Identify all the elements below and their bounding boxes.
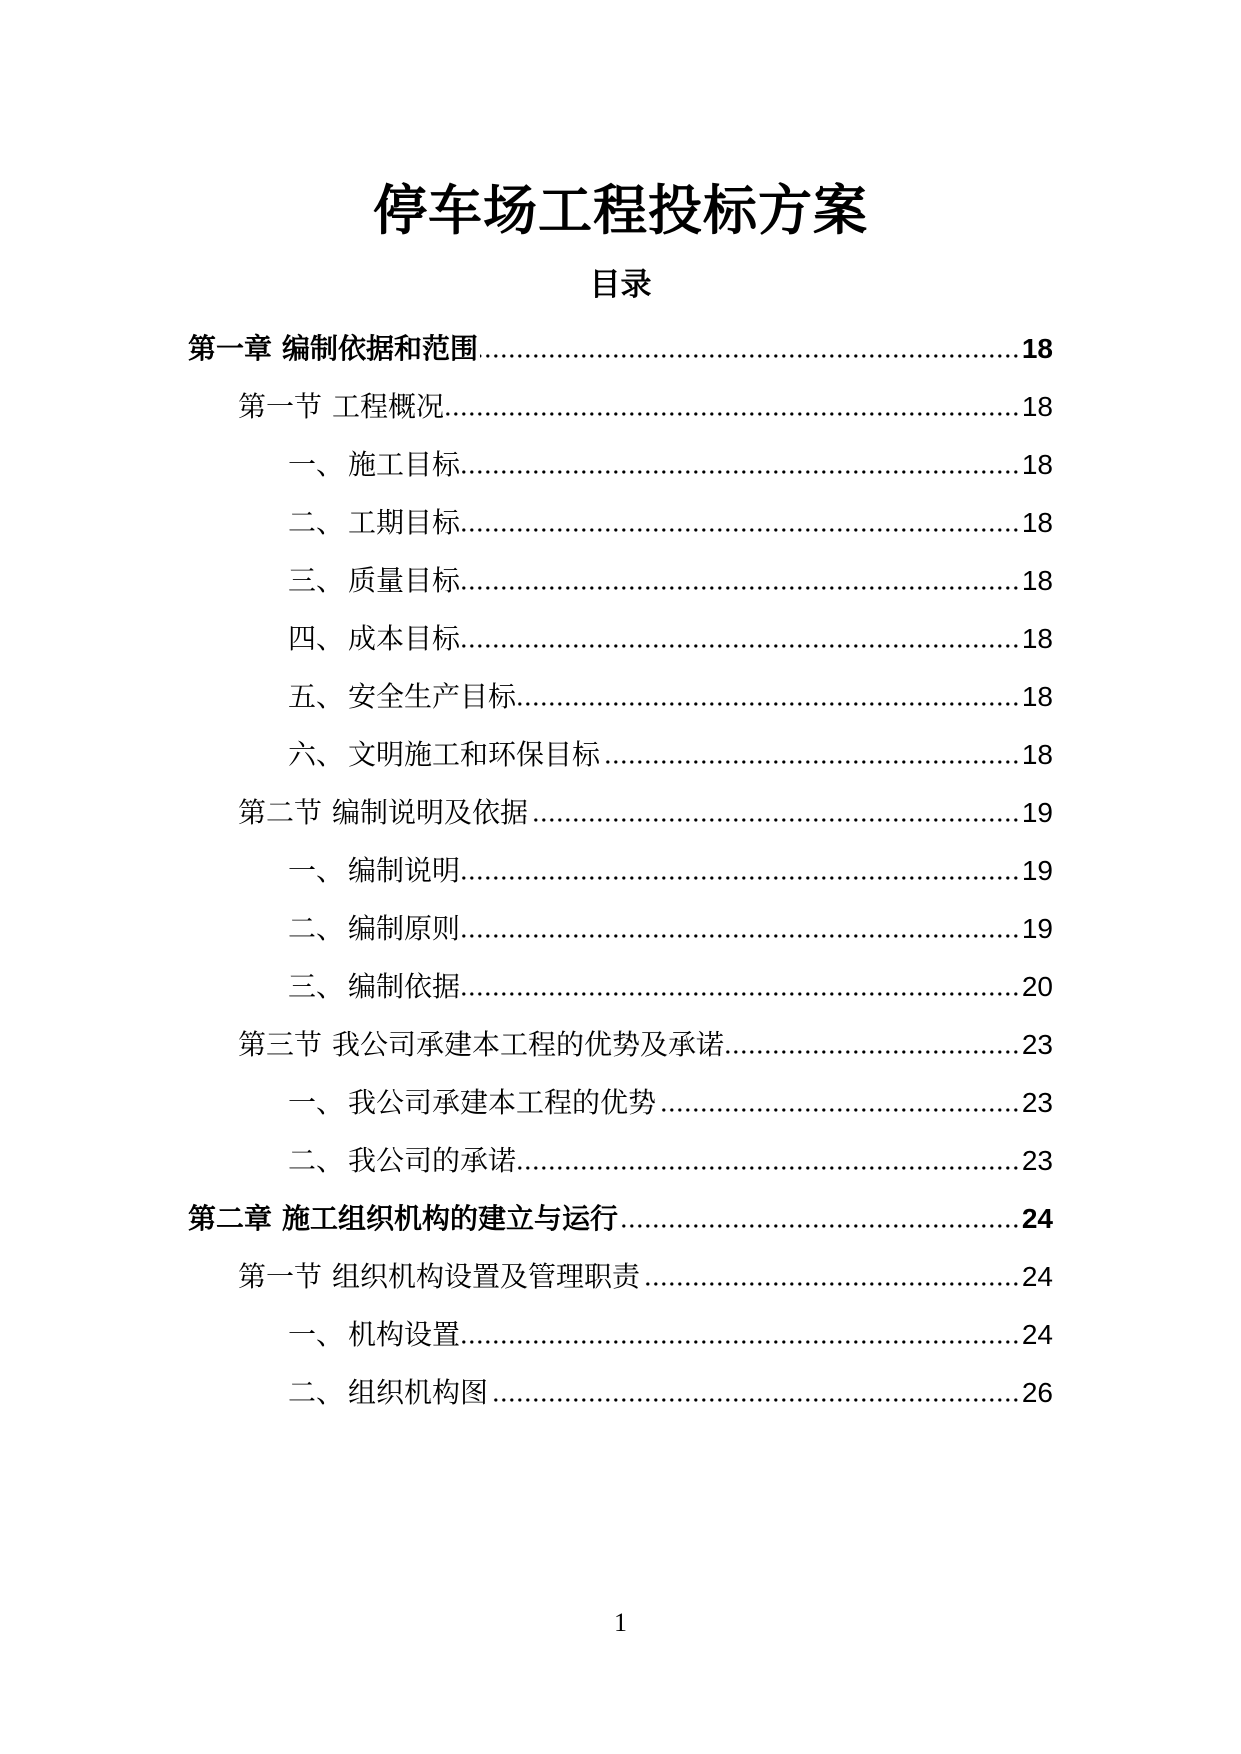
toc-entry-title: 工期目标	[348, 506, 461, 539]
toc-entry-text	[288, 909, 460, 949]
toc-entry-title: 施工目标	[348, 448, 461, 481]
toc-entry-title: 编制依据	[348, 970, 461, 1003]
toc-entry-label: 第一节	[238, 1260, 323, 1293]
toc-dot-leader	[462, 1338, 1020, 1346]
toc-dot-leader	[462, 468, 1020, 476]
toc-entry-label: 三、	[288, 564, 345, 597]
toc-dot-leader	[620, 1222, 1020, 1230]
toc-entry-page: 19	[1021, 797, 1053, 828]
toc-entry-label: 第一节	[238, 390, 323, 423]
toc-entry-text	[238, 387, 444, 427]
toc-entry-page: 18	[1021, 739, 1053, 770]
toc-entry-title: 编制依据和范围	[282, 332, 479, 365]
toc-dot-leader	[518, 1164, 1020, 1172]
page-number: 1	[614, 1608, 627, 1637]
toc-entry[interactable]	[288, 497, 1053, 543]
toc-entry-title: 编制说明及依据	[332, 796, 529, 829]
toc-entry-title: 编制说明	[348, 854, 461, 887]
toc-entry[interactable]	[188, 323, 1053, 369]
toc-dot-leader	[518, 700, 1020, 708]
toc-entry[interactable]	[238, 1019, 1053, 1065]
toc-dot-leader	[726, 1048, 1020, 1056]
toc-entry[interactable]	[188, 1193, 1053, 1239]
toc-dot-leader	[446, 410, 1020, 418]
toc-entry-text	[288, 967, 460, 1007]
toc-entry-title: 文明施工和环保目标	[348, 738, 601, 771]
toc-entry-title: 机构设置	[348, 1318, 461, 1351]
toc-entry-label: 六、	[288, 738, 345, 771]
toc-entry-page: 18	[1021, 391, 1053, 422]
toc-entry[interactable]	[288, 439, 1053, 485]
toc-dot-leader	[462, 932, 1020, 940]
toc-entry-page: 26	[1021, 1377, 1053, 1408]
toc-entry-page: 24	[1021, 1261, 1053, 1292]
document-title: 停车场工程投标方案	[373, 179, 868, 242]
toc-dot-leader	[658, 1106, 1020, 1114]
toc-entry-text	[288, 1315, 460, 1355]
toc-entry-title: 安全生产目标	[348, 680, 517, 713]
toc-entry-text	[238, 1257, 640, 1297]
toc-entry-text	[238, 793, 528, 833]
toc-entry-text	[288, 1083, 656, 1123]
toc-entry-label: 第一章	[188, 332, 273, 365]
toc-entry-text	[288, 619, 460, 659]
toc-entry-title: 组织机构图	[348, 1376, 489, 1409]
toc-entry-title: 质量目标	[348, 564, 461, 597]
toc-entry[interactable]	[238, 381, 1053, 427]
toc-entry[interactable]	[288, 613, 1053, 659]
toc-entry-page: 19	[1021, 913, 1053, 944]
toc-entry-page: 23	[1021, 1087, 1053, 1118]
toc-dot-leader	[462, 874, 1020, 882]
toc-entry-page: 20	[1021, 971, 1053, 1002]
toc-entry-title: 成本目标	[348, 622, 461, 655]
toc-entry-page: 18	[1021, 565, 1053, 596]
toc-entry-text	[288, 735, 600, 775]
toc-entry-title: 编制原则	[348, 912, 461, 945]
toc-entry-title: 我公司承建本工程的优势	[348, 1086, 657, 1119]
toc-entry-page: 18	[1021, 333, 1053, 364]
toc-dot-leader	[490, 1396, 1020, 1404]
toc-entry[interactable]	[288, 1309, 1053, 1355]
toc-entry-title: 我公司承建本工程的优势及承诺	[332, 1028, 725, 1061]
toc-entry-text	[288, 445, 460, 485]
toc-dot-leader	[530, 816, 1020, 824]
toc-entry-title: 工程概况	[332, 390, 445, 423]
toc-entry-label: 一、	[288, 448, 345, 481]
toc-entry-text	[288, 561, 460, 601]
toc-entry-text	[288, 1373, 488, 1413]
toc-entry-text	[238, 1025, 724, 1065]
toc-entry-label: 二、	[288, 1144, 345, 1177]
toc-dot-leader	[602, 758, 1020, 766]
toc-entry[interactable]	[288, 1077, 1053, 1123]
toc-entry[interactable]	[288, 961, 1053, 1007]
toc-entry-page: 18	[1021, 507, 1053, 538]
toc-entry-label: 四、	[288, 622, 345, 655]
toc-entry-page: 23	[1021, 1145, 1053, 1176]
toc-entry-label: 一、	[288, 854, 345, 887]
toc-entry[interactable]	[238, 787, 1053, 833]
toc-dot-leader	[642, 1280, 1020, 1288]
toc-entry-page: 18	[1021, 449, 1053, 480]
toc-entry-label: 一、	[288, 1318, 345, 1351]
toc-entry-page: 19	[1021, 855, 1053, 886]
toc-entry-text	[288, 677, 516, 717]
toc-entry-text	[288, 851, 460, 891]
toc-entry[interactable]	[288, 1135, 1053, 1181]
toc-dot-leader	[462, 584, 1020, 592]
toc-entry-text	[288, 503, 460, 543]
toc-entry-label: 二、	[288, 1376, 345, 1409]
toc-entry-title: 我公司的承诺	[348, 1144, 517, 1177]
toc-dot-leader	[462, 642, 1020, 650]
toc-entry[interactable]	[288, 1367, 1053, 1413]
toc-entry-page: 24	[1021, 1319, 1053, 1350]
toc-dot-leader	[462, 990, 1020, 998]
toc-entry-text	[188, 1199, 618, 1239]
toc-entry-label: 第二节	[238, 796, 323, 829]
toc-entry[interactable]	[238, 1251, 1053, 1297]
toc-entry[interactable]	[288, 845, 1053, 891]
toc-entry[interactable]	[288, 671, 1053, 717]
toc-entry-label: 二、	[288, 912, 345, 945]
toc-entry-text	[188, 329, 478, 369]
toc-entry-text	[288, 1141, 516, 1181]
toc-entry-page: 24	[1021, 1203, 1053, 1234]
toc-entry[interactable]	[288, 555, 1053, 601]
toc-entry-page: 23	[1021, 1029, 1053, 1060]
toc-entry-label: 第三节	[238, 1028, 323, 1061]
toc-entry-page: 18	[1021, 681, 1053, 712]
toc-entry-label: 三、	[288, 970, 345, 1003]
toc-entry-label: 第二章	[188, 1202, 273, 1235]
toc-heading: 目录	[589, 267, 652, 303]
toc-entry[interactable]	[288, 729, 1053, 775]
toc-entry-title: 组织机构设置及管理职责	[332, 1260, 641, 1293]
toc-entry-page: 18	[1021, 623, 1053, 654]
toc-entry-label: 二、	[288, 506, 345, 539]
toc-entry-title: 施工组织机构的建立与运行	[282, 1202, 619, 1235]
toc-entry[interactable]	[288, 903, 1053, 949]
toc-entry-label: 五、	[288, 680, 345, 713]
toc-dot-leader	[462, 526, 1020, 534]
toc-dot-leader	[480, 352, 1020, 360]
toc-entry-label: 一、	[288, 1086, 345, 1119]
